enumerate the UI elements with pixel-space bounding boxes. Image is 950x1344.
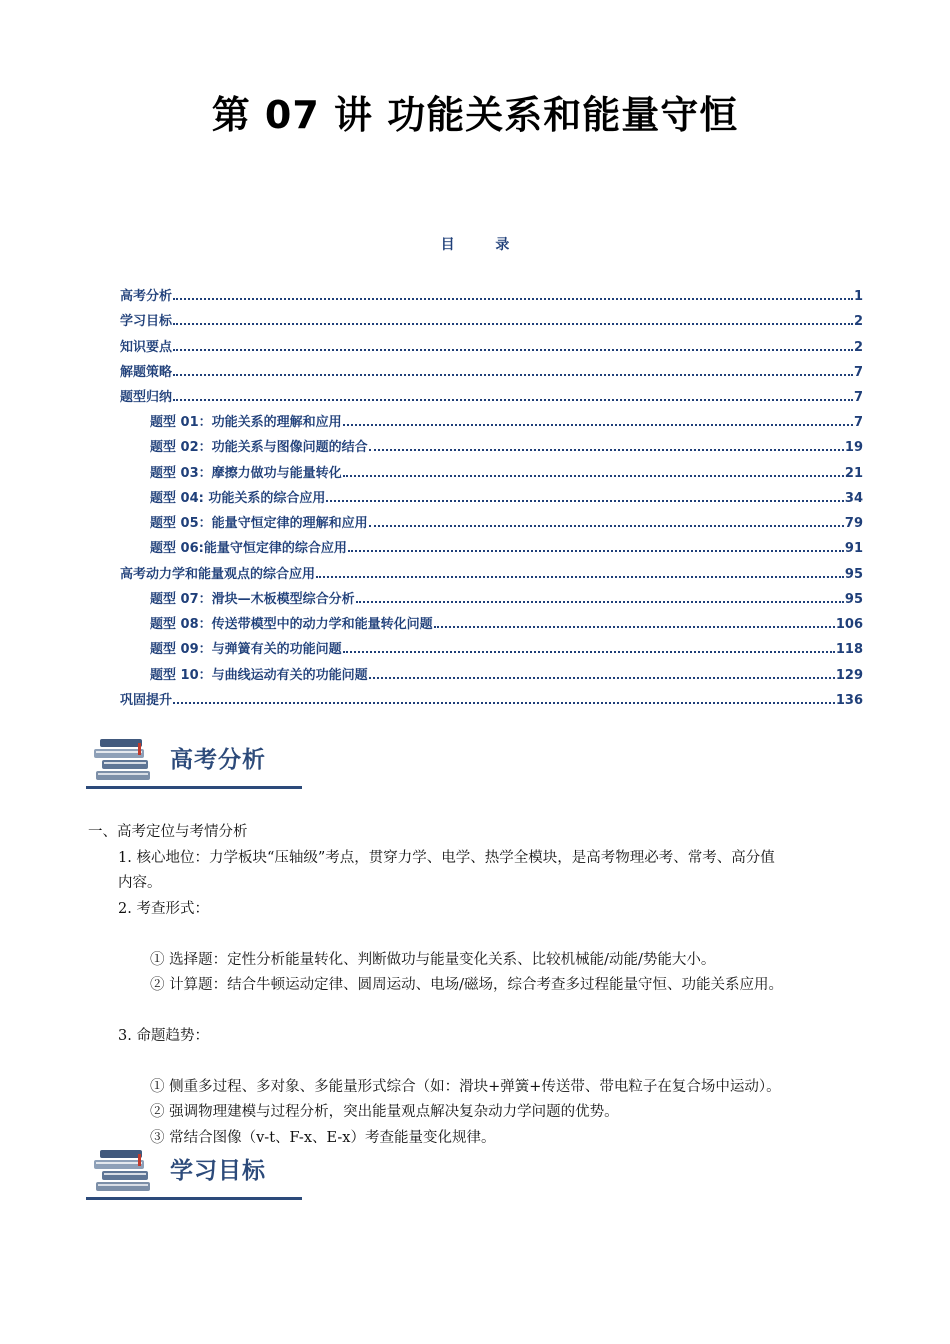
section-banner-learning-goals — [86, 1144, 302, 1200]
toc-leader — [343, 474, 844, 477]
list-item: ③ 常结合图像（v-t、F-x、E-x）考查能量变化规律。 — [150, 1130, 496, 1146]
toc-entry[interactable] — [150, 612, 863, 632]
toc-leader — [343, 650, 835, 653]
toc-entry[interactable] — [150, 410, 863, 430]
toc-entry-page: 19 — [844, 440, 863, 455]
list-item: ② 强调物理建模与过程分析，突出能量观点解决复杂动力学问题的优势。 — [150, 1104, 619, 1120]
toc-entry[interactable] — [150, 637, 863, 657]
toc-entry-label: 解题策略 — [120, 365, 173, 380]
toc-entry[interactable] — [120, 309, 863, 329]
toc-entry-label: 高考分析 — [120, 289, 173, 304]
toc-entry-page: 95 — [844, 567, 863, 582]
list-item: ② 计算题：结合牛顿运动定律、圆周运动、电场/磁场，综合考查多过程能量守恒、功能关系应用。 — [150, 977, 783, 993]
paragraph-exam-format: 2. 考查形式： — [118, 901, 209, 917]
toc-entry-label: 题型 10：与曲线运动有关的功能问题 — [150, 668, 368, 683]
toc-leader — [348, 549, 844, 552]
toc-entry-label: 题型 05：能量守恒定律的理解和应用 — [150, 516, 368, 531]
toc-entry-page: 95 — [844, 592, 863, 607]
toc-entry-page: 106 — [835, 617, 863, 632]
toc-entry-page: 1 — [853, 289, 863, 304]
toc-leader — [326, 499, 844, 502]
toc-entry-label: 题型 07：滑块—木板模型综合分析 — [150, 592, 355, 607]
toc-entry-page: 21 — [844, 466, 863, 481]
toc-entry[interactable] — [150, 663, 863, 683]
toc-leader — [369, 524, 844, 527]
toc-entry-label: 题型 08：传送带模型中的动力学和能量转化问题 — [150, 617, 433, 632]
toc-entry-page: 118 — [835, 642, 863, 657]
toc-entry-label: 高考动力学和能量观点的综合应用 — [120, 567, 316, 582]
paragraph-trend: 3. 命题趋势： — [118, 1028, 209, 1044]
toc-leader — [173, 701, 835, 704]
list-item: ① 选择题：定性分析能量转化、判断做功与能量变化关系、比较机械能/动能/势能大小。 — [150, 952, 716, 968]
section-title: 学习目标 — [170, 1158, 266, 1184]
toc-entry-label: 题型 06:能量守恒定律的综合应用 — [150, 541, 347, 556]
toc-entry-label: 题型 09：与弹簧有关的功能问题 — [150, 642, 342, 657]
toc-leader — [369, 448, 844, 451]
toc-entry-page: 34 — [844, 491, 863, 506]
toc-entry[interactable] — [120, 385, 863, 405]
toc-entry-label: 巩固提升 — [120, 693, 173, 708]
toc-entry-page: 136 — [835, 693, 863, 708]
toc-entry-page: 2 — [853, 314, 863, 329]
toc-entry[interactable] — [120, 284, 863, 304]
stacked-books-icon — [92, 737, 154, 783]
toc-entry[interactable] — [120, 335, 863, 355]
toc-leader — [434, 625, 835, 628]
toc-leader — [173, 373, 853, 376]
toc-entry[interactable] — [150, 511, 863, 531]
toc-entry-page: 129 — [835, 668, 863, 683]
section-underline — [86, 786, 302, 789]
toc-entry-page: 91 — [844, 541, 863, 556]
toc-entry[interactable] — [150, 486, 863, 506]
toc-heading: 目 录 — [440, 237, 528, 253]
section-banner-exam-analysis — [86, 733, 302, 789]
toc-leader — [316, 575, 844, 578]
toc-leader — [369, 676, 835, 679]
toc-leader — [173, 398, 853, 401]
toc-leader — [173, 348, 853, 351]
toc-entry-label: 题型归纳 — [120, 390, 173, 405]
toc-entry-label: 题型 03：摩擦力做功与能量转化 — [150, 466, 342, 481]
toc-entry-page: 79 — [844, 516, 863, 531]
toc-entry[interactable] — [120, 562, 863, 582]
paragraph-core-status-line1: 1. 核心地位：力学板块“压轴级”考点，贯穿力学、电学、热学全模块，是高考物理必考、常考、高分值 — [118, 850, 775, 866]
toc-entry-page: 7 — [853, 415, 863, 430]
toc-entry[interactable] — [120, 360, 863, 380]
toc-entry-label: 学习目标 — [120, 314, 173, 329]
toc-entry[interactable] — [150, 587, 863, 607]
toc-leader — [343, 423, 853, 426]
paragraph-core-status-line2: 内容。 — [118, 875, 162, 891]
toc-entry-page: 2 — [853, 340, 863, 355]
stacked-books-icon — [92, 1148, 154, 1194]
toc-leader — [173, 297, 853, 300]
section-title: 高考分析 — [170, 747, 266, 773]
section-underline — [86, 1197, 302, 1200]
toc-entry-label: 知识要点 — [120, 340, 173, 355]
list-item: ① 侧重多过程、多对象、多能量形式综合（如：滑块+弹簧+传送带、带电粒子在复合场中运动）。 — [150, 1079, 781, 1095]
toc-leader — [356, 600, 844, 603]
toc-entry-label: 题型 01：功能关系的理解和应用 — [150, 415, 342, 430]
document-title: 第 07 讲 功能关系和能量守恒 — [211, 93, 739, 137]
toc-entry-label: 题型 02：功能关系与图像问题的结合 — [150, 440, 368, 455]
toc-entry-page: 7 — [853, 390, 863, 405]
toc-entry-label: 题型 04: 功能关系的综合应用 — [150, 491, 326, 506]
toc-entry[interactable] — [150, 435, 863, 455]
toc-entry[interactable] — [120, 688, 863, 708]
toc-leader — [173, 322, 853, 325]
toc-entry-page: 7 — [853, 365, 863, 380]
toc-entry[interactable] — [150, 461, 863, 481]
toc-entry[interactable] — [150, 536, 863, 556]
body-heading: 一、高考定位与考情分析 — [88, 824, 248, 840]
